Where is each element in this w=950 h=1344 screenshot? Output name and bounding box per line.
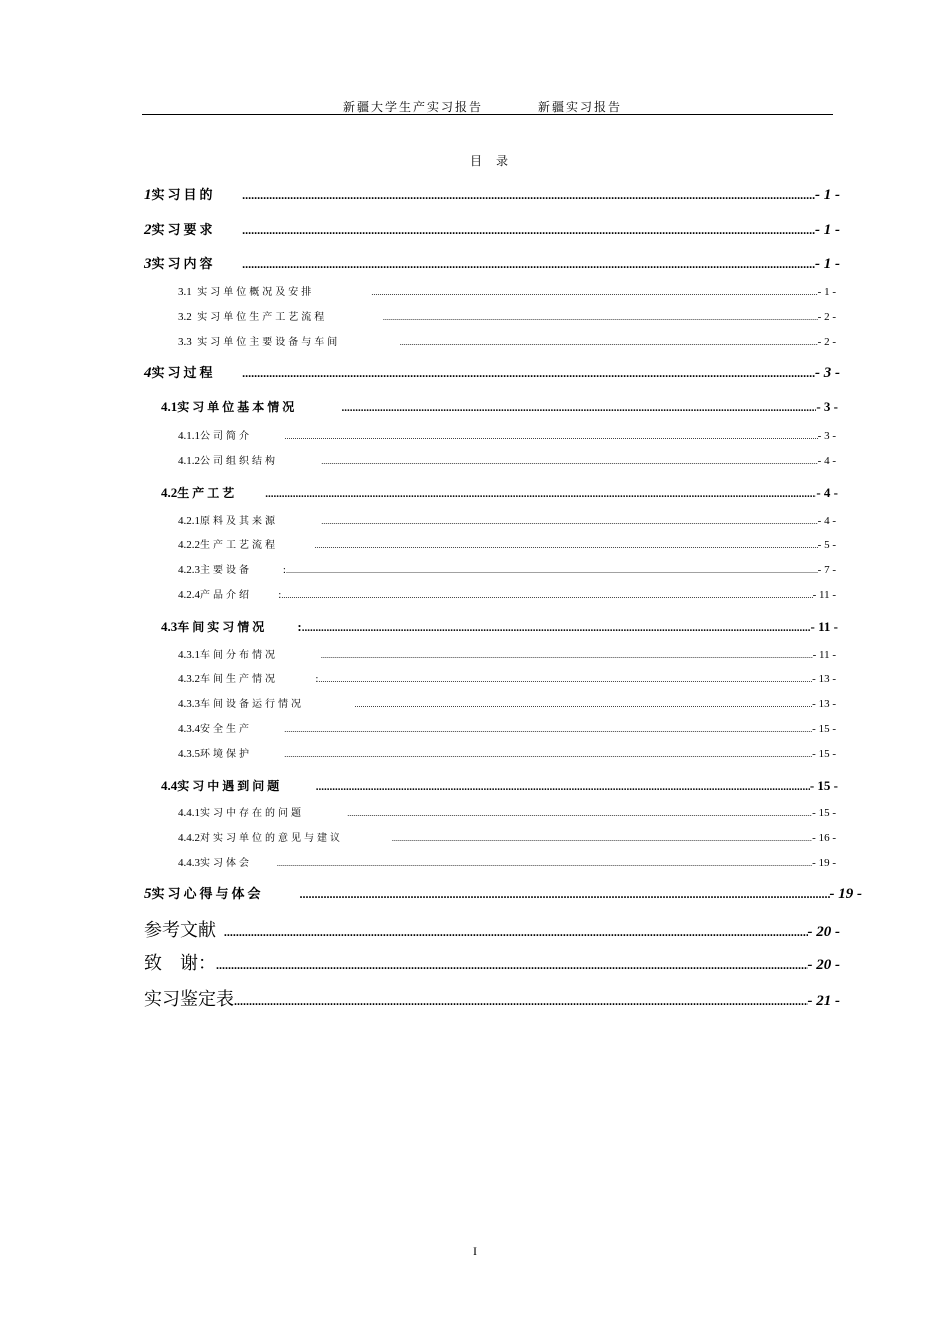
toc-leader	[318, 675, 812, 684]
toc-entry-number: 4.4.3	[178, 857, 200, 869]
toc-entry-page: - 15 -	[812, 748, 836, 760]
toc-entry[interactable]	[178, 745, 836, 760]
toc-entry[interactable]	[178, 695, 836, 710]
toc-entry-number: 4.3.5	[178, 748, 200, 760]
toc-entry-title: 车间生产情况	[200, 674, 278, 685]
toc-entry-number: 4.4.1	[178, 807, 200, 819]
toc-entry[interactable]	[178, 512, 836, 527]
toc-entry-separator: :	[297, 619, 302, 634]
toc-leader	[242, 223, 815, 238]
toc-leader	[242, 257, 815, 272]
toc-entry-page: - 3 -	[817, 430, 836, 442]
toc-entry-page: - 1 -	[815, 187, 840, 203]
page-header	[142, 96, 833, 116]
toc-entry-page: - 13 -	[812, 698, 836, 710]
toc-leader	[284, 725, 812, 734]
header-left-text: 新疆大学生产实习报告	[343, 100, 484, 114]
toc-entry-title: 实习中遇到问题	[177, 779, 283, 793]
toc-entry-title: 参考文献	[144, 920, 216, 941]
toc-entry-page: - 1 -	[817, 286, 836, 298]
toc-entry[interactable]	[178, 854, 836, 869]
toc-entry[interactable]	[144, 916, 840, 942]
toc-entry-page: - 4 -	[817, 515, 836, 527]
toc-entry-title: 实习中存在的问题	[200, 808, 304, 819]
toc-entry-page: - 15 -	[812, 723, 836, 735]
toc-entry-number: 4.3.2	[178, 673, 200, 685]
toc-entry-title: 实习单位概况及安排	[197, 287, 315, 298]
toc-leader	[341, 402, 816, 414]
toc-entry-number: 4.2	[161, 485, 178, 500]
toc-entry-page: - 20 -	[807, 957, 840, 973]
toc-entry-title: 环境保护	[200, 749, 252, 760]
toc-entry-page: - 3 -	[816, 399, 838, 414]
toc-entry-page: - 3 -	[815, 365, 840, 381]
toc-entry-number: 4.3.3	[178, 698, 200, 710]
toc-entry-title: 实习鉴定表	[144, 989, 234, 1010]
toc-entry-page: - 7 -	[817, 564, 836, 576]
toc-entry-page: - 16 -	[812, 832, 836, 844]
toc-entry-number: 4.1.2	[178, 455, 200, 467]
toc-entry-page: - 4 -	[817, 455, 836, 467]
toc-entry-number: 2	[144, 222, 152, 238]
toc-entry[interactable]	[161, 484, 838, 501]
toc-entry-number: 3.2	[178, 311, 192, 323]
toc-leader	[265, 488, 816, 500]
toc-entry[interactable]	[161, 777, 838, 794]
toc-leader	[371, 288, 817, 297]
toc-entry-number: 4.2.1	[178, 515, 200, 527]
toc-entry-title: 实习单位生产工艺流程	[197, 312, 328, 323]
toc-entry[interactable]	[161, 618, 838, 635]
toc-entry-title: 车间设备运行情况	[200, 699, 304, 710]
toc-leader	[242, 366, 815, 381]
toc-entry[interactable]	[178, 646, 836, 661]
toc-entry-title: 实习要求	[151, 222, 216, 237]
toc-entry-page: - 11 -	[810, 619, 838, 634]
toc-entry-title: 车间实习情况	[177, 620, 268, 634]
toc-entry-title: 致 谢：	[144, 953, 216, 974]
toc-entry-number: 4.3.1	[178, 649, 200, 661]
toc-entry-number: 5	[144, 886, 152, 902]
toc-entry[interactable]	[144, 949, 840, 975]
toc-entry[interactable]	[178, 452, 836, 467]
toc-entry[interactable]	[178, 308, 836, 323]
toc-entry[interactable]	[178, 829, 836, 844]
toc-entry-title: 公司简介	[200, 431, 252, 442]
toc-entry[interactable]	[144, 883, 862, 903]
toc-entry-page: - 13 -	[812, 673, 836, 685]
toc-entry-page: - 20 -	[807, 924, 840, 940]
toc-leader	[299, 887, 829, 902]
toc-leader	[285, 432, 818, 441]
toc-title: 目录	[470, 154, 523, 168]
toc-entry-title: 实习目的	[151, 187, 216, 202]
toc-entry[interactable]	[144, 253, 840, 273]
page-number: I	[473, 1244, 477, 1258]
toc-entry-separator: :	[278, 589, 282, 601]
toc-entry-number: 3.3	[178, 336, 192, 348]
toc-leader	[224, 925, 808, 940]
toc-entry[interactable]	[144, 985, 840, 1011]
toc-leader	[242, 188, 815, 203]
toc-leader	[315, 541, 818, 550]
toc-entry-number: 4.4	[161, 778, 178, 793]
toc-leader	[286, 566, 818, 575]
header-rule	[142, 114, 833, 115]
toc-entry-page: - 5 -	[817, 539, 836, 551]
toc-entry-page: - 15 -	[812, 807, 836, 819]
toc-entry[interactable]	[144, 362, 840, 382]
toc-entry-page: - 15 -	[809, 778, 838, 793]
toc-entry[interactable]	[178, 333, 836, 348]
toc-entry-page: - 1 -	[815, 256, 840, 272]
toc-entry-separator: :	[315, 673, 319, 685]
toc-entry-number: 4.3	[161, 619, 178, 634]
toc-entry[interactable]	[178, 427, 836, 442]
toc-entry[interactable]	[178, 283, 836, 298]
toc-entry[interactable]	[178, 586, 836, 601]
toc-entry-number: 4	[144, 365, 152, 381]
toc-entry-title: 实习心得与体会	[151, 886, 264, 901]
toc-entry-title: 公司组织结构	[200, 456, 278, 467]
toc-entry-page: - 2 -	[817, 311, 836, 323]
toc-entry[interactable]	[178, 536, 836, 551]
toc-entry-title: 生产工艺流程	[200, 540, 278, 551]
toc-entry-number: 4.2.3	[178, 564, 200, 576]
toc-entry-page: - 2 -	[817, 336, 836, 348]
toc-entry-title: 产品介绍	[200, 590, 252, 601]
toc-entry-title: 生产工艺	[177, 486, 238, 500]
toc-leader	[316, 781, 810, 793]
toc-entry-title: 原料及其来源	[200, 516, 278, 527]
toc-leader	[234, 994, 808, 1009]
toc-leader	[400, 338, 818, 347]
toc-entry-page: - 1 -	[815, 222, 840, 238]
toc-entry-number: 4.2.2	[178, 539, 200, 551]
toc-entry-title: 实习过程	[151, 365, 216, 380]
toc-entry[interactable]	[178, 804, 836, 819]
toc-entry-number: 3	[144, 256, 152, 272]
toc-entry-page: - 11 -	[812, 649, 836, 661]
toc-entry[interactable]	[178, 720, 836, 735]
toc-entry-number: 3.1	[178, 286, 192, 298]
toc-leader	[355, 700, 813, 709]
toc-leader	[302, 622, 811, 634]
toc-entry[interactable]	[161, 398, 838, 415]
toc-entry-title: 车间分布情况	[200, 650, 278, 661]
toc-entry-title: 安全生产	[200, 724, 252, 735]
header-right-text: 新疆实习报告	[538, 100, 623, 114]
toc-leader	[321, 517, 817, 526]
toc-entry-title: 对实习单位的意见与建议	[200, 833, 343, 844]
toc-entry[interactable]	[178, 561, 836, 576]
toc-entry-number: 4.3.4	[178, 723, 200, 735]
toc-leader	[281, 591, 812, 600]
toc-leader	[284, 750, 812, 759]
toc-entry-page: - 19 -	[812, 857, 836, 869]
toc-entry[interactable]	[144, 184, 840, 204]
toc-leader	[383, 313, 818, 322]
toc-entry-number: 1	[144, 187, 152, 203]
toc-leader	[277, 859, 812, 868]
toc-entry-number: 4.4.2	[178, 832, 200, 844]
toc-leader	[321, 457, 817, 466]
toc-entry-title: 实习单位基本情况	[177, 400, 298, 414]
toc-entry-title: 实习内容	[151, 256, 216, 271]
toc-entry-page: - 21 -	[807, 993, 840, 1009]
toc-entry-number: 4.2.4	[178, 589, 200, 601]
toc-entry-number: 4.1	[161, 399, 178, 414]
toc-leader	[392, 834, 812, 843]
toc-entry-title: 实习体会	[200, 858, 252, 869]
toc-leader	[321, 651, 813, 660]
toc-entry[interactable]	[178, 670, 836, 685]
toc-entry-page: - 4 -	[816, 485, 838, 500]
toc-entry-number: 4.1.1	[178, 430, 200, 442]
toc-entry-separator: :	[282, 564, 286, 576]
toc-entry[interactable]	[144, 219, 840, 239]
toc-entry-title: 主要设备	[200, 565, 252, 576]
toc-entry-title: 实习单位主要设备与车间	[197, 337, 341, 348]
toc-entry-page: - 11 -	[812, 589, 836, 601]
toc-leader	[347, 809, 812, 818]
toc-leader	[216, 958, 808, 973]
toc-entry-page: - 19 -	[829, 886, 862, 902]
